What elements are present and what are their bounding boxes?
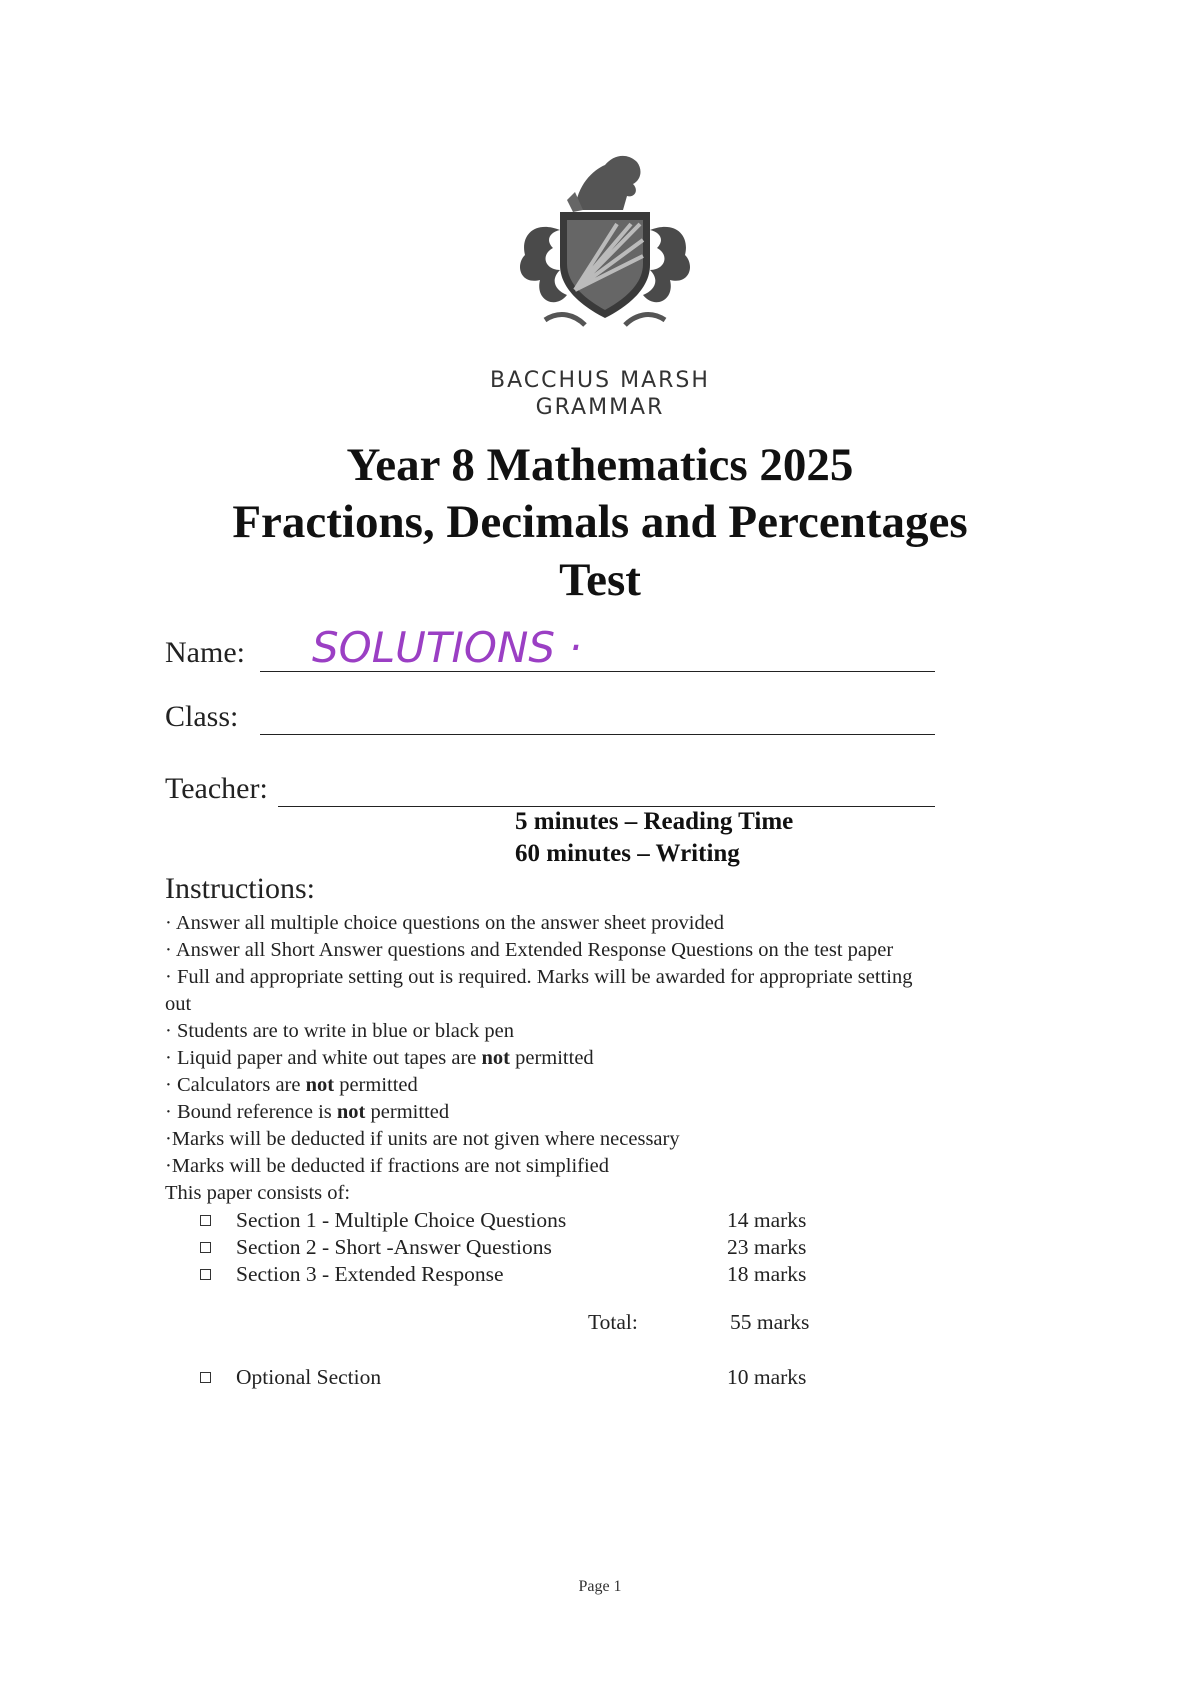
test-title-line2: Fractions, Decimals and Percentages	[232, 496, 968, 548]
section-row	[200, 1262, 840, 1289]
checkbox-icon[interactable]	[200, 1215, 211, 1226]
section-row	[200, 1208, 840, 1235]
class-field[interactable]	[260, 734, 935, 735]
optional-section-marks: 10 marks	[727, 1365, 807, 1389]
instruction-item: · Answer all multiple choice questions on the answer sheet provided	[165, 912, 725, 934]
checkbox-icon[interactable]	[200, 1269, 211, 1280]
page-number: Page 1	[578, 1578, 622, 1595]
section-marks: 18 marks	[727, 1262, 807, 1286]
instruction-item: · Liquid paper and white out tapes are not permitted	[165, 1047, 594, 1069]
checkbox-icon[interactable]	[200, 1242, 211, 1253]
section-marks: 14 marks	[727, 1208, 807, 1232]
instruction-item: out	[165, 993, 192, 1015]
instruction-item: ·Marks will be deducted if fractions are not simplified	[165, 1155, 610, 1177]
section-marks: 23 marks	[727, 1235, 807, 1259]
instruction-item: · Calculators are not permitted	[165, 1074, 418, 1096]
instruction-item: · Answer all Short Answer questions and Extended Response Questions on the test paper	[165, 939, 894, 961]
class-label: Class:	[165, 700, 239, 733]
test-title-line1: Year 8 Mathematics 2025	[346, 439, 854, 491]
instruction-item: · Full and appropriate setting out is required. Marks will be awarded for appropriate setting	[165, 966, 913, 988]
section-label: Section 2 - Short -Answer Questions	[236, 1235, 552, 1259]
test-title-line3: Test	[559, 554, 641, 606]
instruction-item: ·Marks will be deducted if units are not given where necessary	[165, 1128, 680, 1150]
school-name-line1: BACCHUS MARSH	[490, 368, 710, 393]
total-label: Total:	[588, 1310, 638, 1334]
school-crest-icon	[505, 140, 705, 340]
teacher-label: Teacher:	[165, 772, 268, 805]
instruction-item: This paper consists of:	[165, 1182, 351, 1204]
svg-text:SOLUTIONS ·: SOLUTIONS ·	[312, 623, 582, 672]
reading-time: 5 minutes – Reading Time	[515, 808, 794, 835]
checkbox-icon[interactable]	[200, 1372, 211, 1383]
instruction-item: · Bound reference is not permitted	[165, 1101, 450, 1123]
school-name-line2: GRAMMAR	[535, 395, 665, 420]
name-label: Name:	[165, 636, 245, 669]
writing-time: 60 minutes – Writing	[515, 840, 740, 867]
total-value: 55 marks	[730, 1310, 810, 1334]
optional-section-row	[200, 1365, 840, 1392]
section-label: Section 1 - Multiple Choice Questions	[236, 1208, 567, 1232]
teacher-field[interactable]	[278, 806, 935, 807]
optional-section-label: Optional Section	[236, 1365, 382, 1389]
name-handwritten-value	[312, 616, 612, 676]
instructions-heading: Instructions:	[165, 872, 315, 905]
section-row	[200, 1235, 840, 1262]
instruction-item: · Students are to write in blue or black pen	[165, 1020, 514, 1042]
section-label: Section 3 - Extended Response	[236, 1262, 504, 1286]
